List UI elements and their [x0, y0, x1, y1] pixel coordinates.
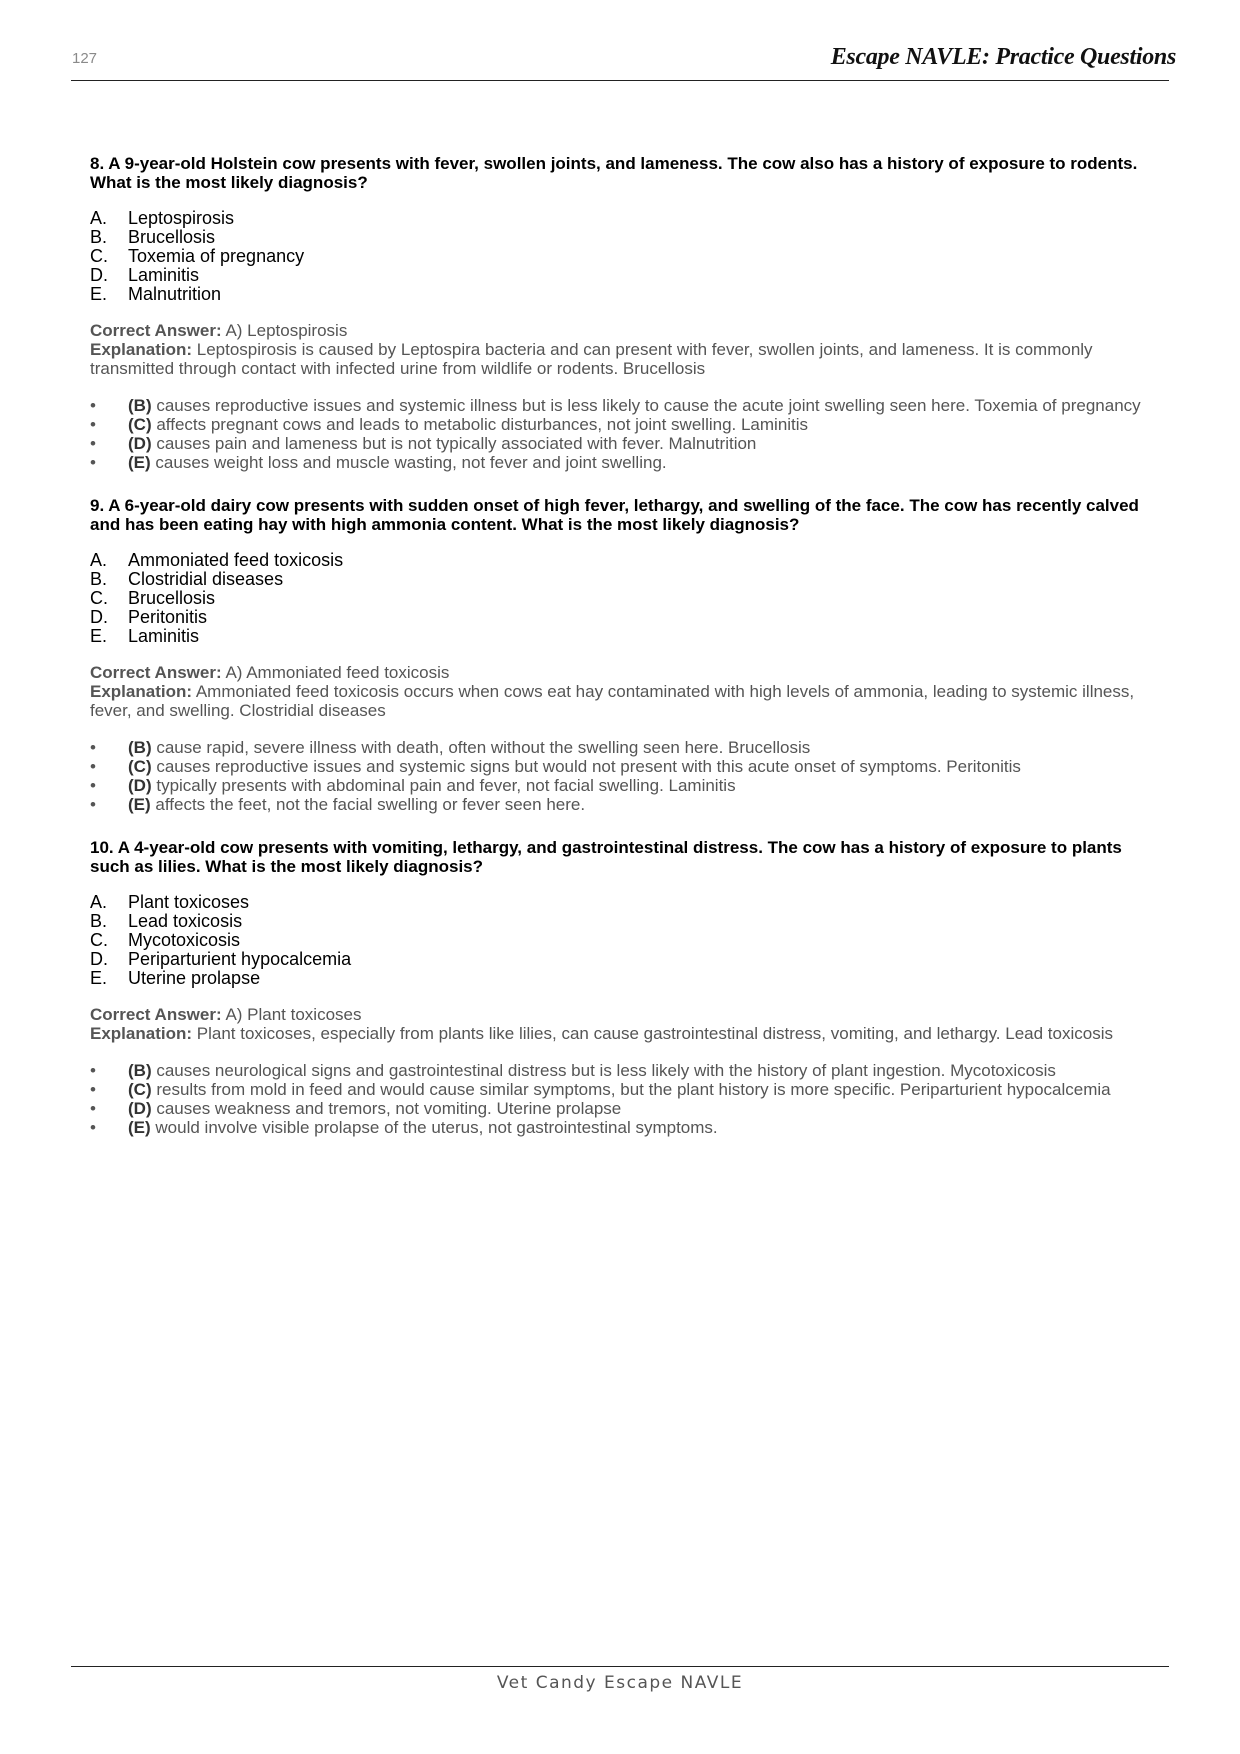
- bullet-icon: •: [90, 776, 96, 795]
- correct-answer-value: A) Leptospirosis: [225, 321, 348, 340]
- answer-explanation: [90, 1005, 1150, 1043]
- explanation-label: Explanation:: [90, 1024, 193, 1043]
- distractor-tag: (C): [128, 1080, 152, 1099]
- option-letter: B.: [90, 569, 108, 589]
- option-text: Toxemia of pregnancy: [128, 246, 305, 266]
- option-text: Laminitis: [128, 265, 200, 285]
- distractor-text: affects the feet, not the facial swelling or fever seen here.: [155, 795, 586, 814]
- distractor-tag: (E): [128, 453, 151, 472]
- distractor-item: [90, 776, 1150, 795]
- question-block: [90, 154, 1150, 472]
- explanation-label: Explanation:: [90, 682, 193, 701]
- distractor-text: would involve visible prolapse of the uterus, not gastrointestinal symptoms.: [155, 1118, 718, 1137]
- answer-options: [90, 551, 1150, 646]
- answer-option: [90, 228, 1150, 247]
- answer-option: [90, 570, 1150, 589]
- explanation-text: Ammoniated feed toxicosis occurs when cows eat hay contaminated with high levels of ammonia, leading to systemic illness, fever, and swelling. Clostridial diseases: [90, 682, 1135, 720]
- bullet-icon: •: [90, 434, 96, 453]
- distractor-item: [90, 795, 1150, 814]
- option-text: Malnutrition: [128, 284, 222, 304]
- page-number: 127: [72, 50, 98, 67]
- option-letter: E.: [90, 626, 108, 646]
- answer-options: [90, 893, 1150, 988]
- distractor-item: [90, 1099, 1150, 1118]
- option-text: Ammoniated feed toxicosis: [128, 550, 344, 570]
- footer-text: Vet Candy Escape NAVLE: [496, 1673, 744, 1693]
- distractor-text: causes reproductive issues and systemic signs but would not present with this acute onset of symptoms. Peritonitis: [156, 757, 1021, 776]
- bullet-icon: •: [90, 453, 96, 472]
- answer-option: [90, 969, 1150, 988]
- option-text: Plant toxicoses: [128, 892, 250, 912]
- correct-answer-value: A) Ammoniated feed toxicosis: [225, 663, 450, 682]
- option-text: Lead toxicosis: [128, 911, 243, 931]
- answer-option: [90, 551, 1150, 570]
- option-letter: C.: [90, 246, 108, 266]
- question-stem: 10. A 4-year-old cow presents with vomiting, lethargy, and gastrointestinal distress. The cow has a history of exposure to plants such as lilies. What is the most likely diagnosis?: [90, 838, 1122, 876]
- distractor-item: [90, 396, 1150, 415]
- header-divider: [71, 80, 1169, 81]
- correct-answer-value: A) Plant toxicoses: [225, 1005, 362, 1024]
- distractor-text: causes weakness and tremors, not vomiting. Uterine prolapse: [156, 1099, 622, 1118]
- answer-explanation: [90, 663, 1150, 720]
- option-letter: D.: [90, 949, 108, 969]
- answer-option: [90, 608, 1150, 627]
- answer-option: [90, 627, 1150, 646]
- explanation-label: Explanation:: [90, 340, 193, 359]
- answer-option: [90, 893, 1150, 912]
- explanation-text: Plant toxicoses, especially from plants like lilies, can cause gastrointestinal distress, vomiting, and lethargy. Lead toxicosis: [196, 1024, 1113, 1043]
- option-letter: D.: [90, 265, 108, 285]
- answer-option: [90, 912, 1150, 931]
- distractor-list: [90, 396, 1150, 472]
- distractor-item: [90, 415, 1150, 434]
- bullet-icon: •: [90, 1118, 96, 1137]
- correct-answer-label: Correct Answer:: [90, 321, 222, 340]
- answer-options: [90, 209, 1150, 304]
- distractor-tag: (E): [128, 1118, 151, 1137]
- distractor-item: [90, 1061, 1150, 1080]
- option-letter: C.: [90, 588, 108, 608]
- answer-option: [90, 266, 1150, 285]
- option-text: Leptospirosis: [128, 208, 235, 228]
- answer-option: [90, 247, 1150, 266]
- footer-divider: [71, 1666, 1169, 1667]
- option-text: Clostridial diseases: [128, 569, 284, 589]
- distractor-tag: (B): [128, 396, 152, 415]
- distractor-tag: (D): [128, 1099, 152, 1118]
- option-letter: B.: [90, 911, 108, 931]
- distractor-text: causes neurological signs and gastrointestinal distress but is less likely with the history of plant ingestion. Mycotoxicosis: [156, 1061, 1056, 1080]
- answer-option: [90, 589, 1150, 608]
- answer-option: [90, 931, 1150, 950]
- distractor-item: [90, 1118, 1150, 1137]
- option-letter: A.: [90, 892, 108, 912]
- distractor-item: [90, 1080, 1150, 1099]
- distractor-text: causes weight loss and muscle wasting, not fever and joint swelling.: [155, 453, 667, 472]
- distractor-tag: (C): [128, 757, 152, 776]
- bullet-icon: •: [90, 1061, 96, 1080]
- bullet-icon: •: [90, 738, 96, 757]
- bullet-icon: •: [90, 1099, 96, 1118]
- option-letter: A.: [90, 550, 108, 570]
- option-letter: E.: [90, 968, 108, 988]
- distractor-text: affects pregnant cows and leads to metabolic disturbances, not joint swelling. Laminitis: [156, 415, 809, 434]
- distractor-tag: (D): [128, 776, 152, 795]
- distractor-text: cause rapid, severe illness with death, often without the swelling seen here. Brucellosis: [156, 738, 811, 757]
- explanation-text: Leptospirosis is caused by Leptospira bacteria and can present with fever, swollen joints, and lameness. It is commonly transmitted through contact with infected urine from wildlife or rodents. Brucellosis: [90, 340, 1093, 378]
- option-letter: A.: [90, 208, 108, 228]
- distractor-text: results from mold in feed and would cause similar symptoms, but the plant history is more specific. Periparturient hypocalcemia: [156, 1080, 1111, 1099]
- option-letter: D.: [90, 607, 108, 627]
- bullet-icon: •: [90, 396, 96, 415]
- distractor-item: [90, 434, 1150, 453]
- question-stem: 8. A 9-year-old Holstein cow presents with fever, swollen joints, and lameness. The cow also has a history of exposure to rodents. What is the most likely diagnosis?: [90, 154, 1138, 192]
- distractor-tag: (B): [128, 738, 152, 757]
- answer-option: [90, 285, 1150, 304]
- correct-answer-label: Correct Answer:: [90, 663, 222, 682]
- question-block: [90, 496, 1150, 814]
- option-letter: B.: [90, 227, 108, 247]
- answer-explanation: [90, 321, 1150, 378]
- option-text: Brucellosis: [128, 588, 216, 608]
- distractor-tag: (D): [128, 434, 152, 453]
- distractor-item: [90, 757, 1150, 776]
- bullet-icon: •: [90, 415, 96, 434]
- running-header-title: Escape NAVLE: Practice Questions: [830, 44, 1176, 70]
- option-letter: C.: [90, 930, 108, 950]
- distractor-text: typically presents with abdominal pain and fever, not facial swelling. Laminitis: [156, 776, 736, 795]
- distractor-list: [90, 1061, 1150, 1137]
- distractor-tag: (E): [128, 795, 151, 814]
- option-letter: E.: [90, 284, 108, 304]
- option-text: Laminitis: [128, 626, 200, 646]
- option-text: Peritonitis: [128, 607, 208, 627]
- correct-answer-label: Correct Answer:: [90, 1005, 222, 1024]
- bullet-icon: •: [90, 1080, 96, 1099]
- distractor-text: causes pain and lameness but is not typically associated with fever. Malnutrition: [156, 434, 757, 453]
- question-stem: 9. A 6-year-old dairy cow presents with sudden onset of high fever, lethargy, and swelling of the face. The cow has recently calved and has been eating hay with high ammonia content. What is the most likely diagnosis?: [90, 496, 1139, 534]
- option-text: Mycotoxicosis: [128, 930, 241, 950]
- option-text: Uterine prolapse: [128, 968, 261, 988]
- bullet-icon: •: [90, 795, 96, 814]
- distractor-tag: (B): [128, 1061, 152, 1080]
- question-block: [90, 838, 1150, 1137]
- option-text: Brucellosis: [128, 227, 216, 247]
- distractor-item: [90, 453, 1150, 472]
- distractor-list: [90, 738, 1150, 814]
- distractor-item: [90, 738, 1150, 757]
- option-text: Periparturient hypocalcemia: [128, 949, 352, 969]
- distractor-tag: (C): [128, 415, 152, 434]
- answer-option: [90, 209, 1150, 228]
- distractor-text: causes reproductive issues and systemic illness but is less likely to cause the acute joint swelling seen here. Toxemia of pregnancy: [156, 396, 1141, 415]
- answer-option: [90, 950, 1150, 969]
- bullet-icon: •: [90, 757, 96, 776]
- page-content: [90, 154, 1150, 1161]
